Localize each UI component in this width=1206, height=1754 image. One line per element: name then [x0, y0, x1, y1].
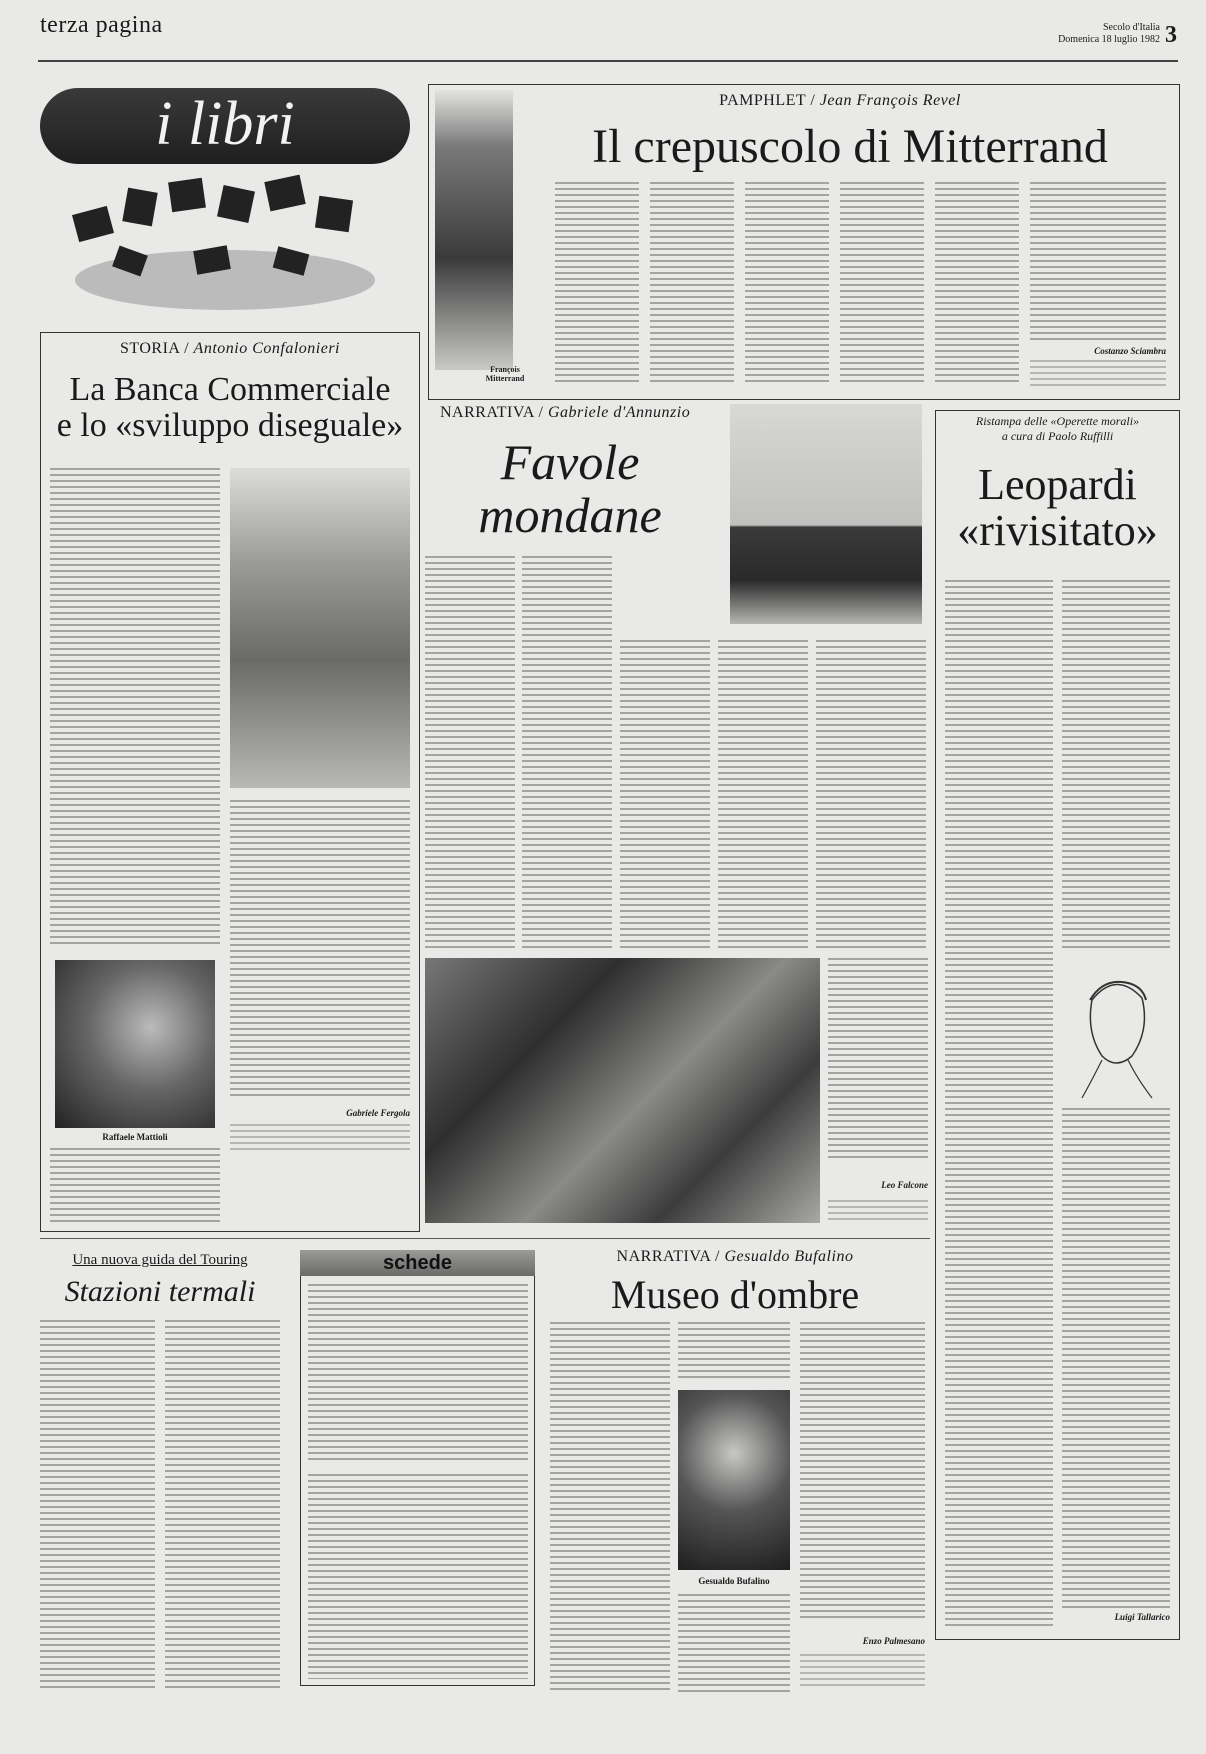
- schede-header: schede: [300, 1250, 535, 1276]
- headline-line: Favole: [500, 434, 640, 490]
- biblio-note: [1030, 360, 1166, 390]
- headline-line: Leopardi: [978, 460, 1137, 509]
- body-column: [816, 640, 926, 952]
- mitterrand-headline: Il crepuscolo di Mitterrand: [592, 120, 1108, 173]
- body-column: [165, 1320, 280, 1690]
- mitterrand-photo-caption: François Mitterrand: [485, 365, 525, 383]
- biblio-note: [230, 1124, 410, 1154]
- body-column: [650, 182, 734, 382]
- body-column: [40, 1320, 155, 1690]
- mattioli-photo-caption: Raffaele Mattioli: [102, 1132, 168, 1142]
- body-column: [50, 1148, 220, 1224]
- kicker-type: NARRATIVA: [616, 1248, 711, 1265]
- section-divider: [40, 1238, 930, 1239]
- i-libri-banner: i libri: [40, 88, 410, 164]
- mitterrand-byline: Costanzo Sciambra: [1094, 346, 1166, 356]
- body-column: [935, 182, 1019, 382]
- kicker-author: Jean François Revel: [819, 92, 961, 109]
- leopardi-portrait-sketch: [1062, 960, 1170, 1100]
- body-column: [745, 182, 829, 382]
- headline-line: «rivisitato»: [957, 506, 1158, 556]
- kicker-line: a cura di Paolo Ruffilli: [1001, 429, 1114, 443]
- horse-rider-photo: [730, 404, 922, 624]
- banca-byline: Gabriele Fergola: [346, 1108, 410, 1118]
- banca-kicker: STORIA / Antonio Confalonieri: [119, 340, 340, 357]
- body-column: [620, 640, 710, 952]
- mitterrand-kicker: PAMPHLET / Jean François Revel: [719, 92, 961, 109]
- leopardi-byline: Luigi Tallarico: [1114, 1612, 1170, 1622]
- scheda-text: [308, 1284, 528, 1464]
- body-column: [555, 182, 639, 382]
- headline-line: La Banca Commerciale: [69, 371, 391, 408]
- body-column: [828, 958, 928, 1158]
- favole-kicker: NARRATIVA / Gabriele d'Annunzio: [440, 404, 691, 421]
- interior-photo: [425, 958, 820, 1223]
- favole-headline: [440, 436, 700, 541]
- termali-headline: Stazioni termali: [64, 1275, 256, 1308]
- kicker-author: Gesualdo Bufalino: [724, 1248, 854, 1265]
- masthead-info: [1010, 22, 1160, 46]
- body-column: [1030, 182, 1166, 342]
- body-column: [800, 1322, 925, 1622]
- body-column: [1062, 580, 1170, 950]
- bufalino-photo: [678, 1390, 790, 1570]
- kicker-author: Antonio Confalonieri: [193, 340, 340, 357]
- headline-line: e lo «sviluppo diseguale»: [56, 406, 404, 444]
- body-column: [718, 640, 808, 952]
- kicker-type: NARRATIVA: [440, 404, 534, 421]
- favole-byline: Leo Falcone: [881, 1180, 928, 1190]
- kicker-author: Gabriele d'Annunzio: [547, 404, 691, 421]
- body-column: [678, 1594, 790, 1692]
- body-column: [550, 1322, 670, 1692]
- flying-books-illustration: [55, 170, 395, 320]
- museo-headline: Museo d'ombre: [610, 1272, 860, 1317]
- paper-name: Secolo d'Italia: [1102, 22, 1160, 33]
- museo-byline: Enzo Palmesano: [862, 1636, 925, 1646]
- kicker-line: Ristampa delle «Operette morali»: [975, 414, 1140, 428]
- kicker-type: PAMPHLET: [719, 92, 806, 109]
- scheda-text: [308, 1474, 528, 1679]
- biblio-note: [828, 1200, 928, 1224]
- mitterrand-photo: [435, 90, 513, 370]
- body-column: [425, 556, 515, 951]
- body-column: [840, 182, 924, 382]
- body-column: [230, 800, 410, 1100]
- kicker-type: STORIA: [119, 340, 180, 357]
- leopardi-headline: [940, 462, 1175, 554]
- bank-building-photo: [230, 468, 410, 788]
- body-column: [945, 580, 1053, 1630]
- museo-kicker: NARRATIVA / Gesualdo Bufalino: [616, 1248, 854, 1265]
- body-column: [1062, 1108, 1170, 1608]
- issue-date: Domenica 18 luglio 1982: [1058, 34, 1160, 45]
- body-column: [678, 1322, 790, 1382]
- mattioli-photo: [55, 960, 215, 1128]
- bufalino-photo-caption: Gesualdo Bufalino: [698, 1576, 770, 1586]
- body-column: [522, 556, 612, 951]
- header-rule: [38, 60, 1178, 62]
- section-title: terza pagina: [40, 12, 163, 38]
- page-number: 3: [1165, 22, 1177, 48]
- headline-line: mondane: [478, 486, 662, 543]
- banca-headline: [40, 372, 420, 443]
- body-column: [50, 468, 220, 948]
- termali-kicker: Una nuova guida del Touring: [72, 1252, 248, 1268]
- biblio-note: [800, 1654, 925, 1690]
- leopardi-kicker: [940, 414, 1175, 444]
